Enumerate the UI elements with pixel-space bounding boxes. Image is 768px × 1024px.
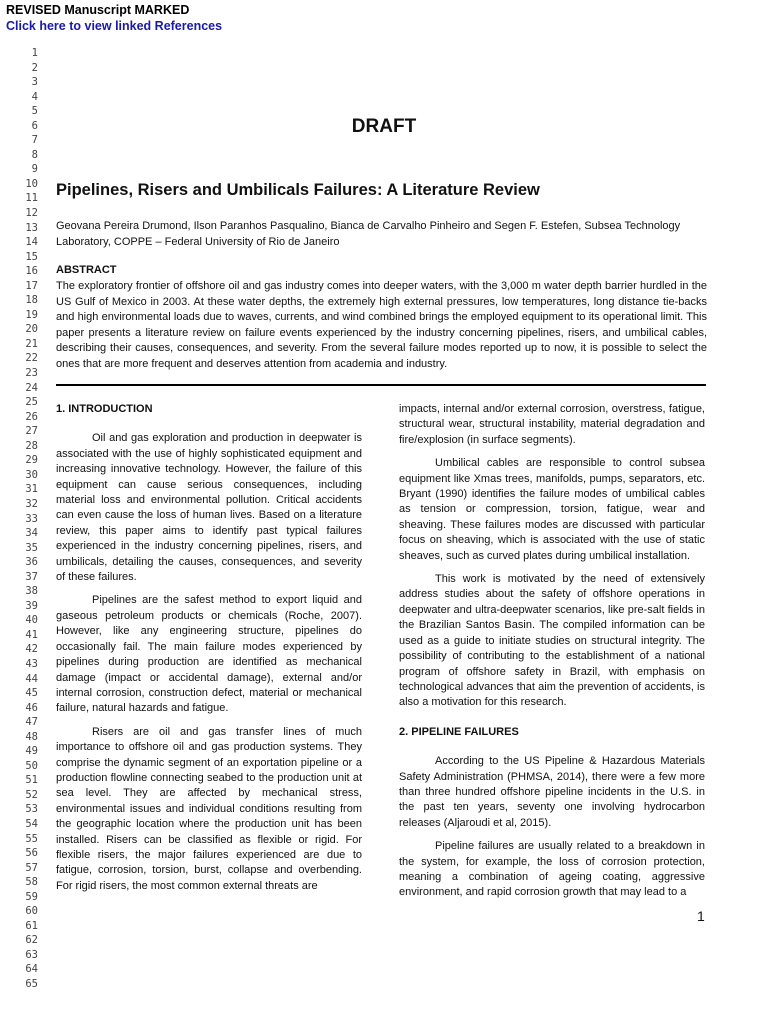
body-paragraph: Pipeline failures are usually related to a breakdown in the system, for example, the loss of corrosion protection, meaning a combination of ageing coating, aggressive environment, and rapid corrosion growth that may lead to a [399, 840, 705, 899]
line-number: 59 [25, 890, 38, 903]
line-number: 15 [25, 250, 38, 263]
line-number: 11 [25, 192, 38, 205]
line-number: 20 [25, 323, 38, 336]
line-number: 9 [31, 163, 38, 176]
right-column [399, 402, 705, 909]
line-number: 49 [25, 745, 38, 758]
line-number: 55 [25, 832, 38, 845]
line-number: 26 [25, 410, 38, 423]
abstract-heading: ABSTRACT [56, 264, 117, 276]
line-number: 33 [25, 512, 38, 525]
line-number: 28 [25, 439, 38, 452]
body-paragraph: Umbilical cables are responsible to control subsea equipment like Xmas trees, manifolds, pumps, separators, etc. Bryant (1990) identifies the failure modes of umbilical cables as tension or compression, torsion, fatigue, wear and sheaving. These failures modes are discussed with particular focus on sheaving, which is associated with the use of static sheaves, such as curved plates during umbilical installation. [399, 457, 705, 562]
line-numbers [0, 46, 38, 992]
line-number: 63 [25, 948, 38, 961]
line-number: 23 [25, 367, 38, 380]
revised-manuscript-label: REVISED Manuscript MARKED [6, 3, 190, 17]
line-number: 44 [25, 672, 38, 685]
line-number: 8 [31, 148, 38, 161]
line-number: 48 [25, 730, 38, 743]
line-number: 43 [25, 657, 38, 670]
line-number: 40 [25, 614, 38, 627]
body-paragraph: According to the US Pipeline & Hazardous Materials Safety Administration (PHMSA, 2014), there were a few more than three hundred offshore pipeline incidents in the U.S. in the past ten years, seventy one involving hydrocarbon releases (Aljaroudi et al, 2015). [399, 755, 705, 829]
linked-references-link[interactable]: Click here to view linked References [6, 19, 223, 33]
introduction-heading: 1. INTRODUCTION [56, 403, 153, 415]
left-column [56, 402, 362, 902]
line-number: 56 [25, 847, 38, 860]
line-number: 25 [25, 396, 38, 409]
draft-watermark-heading: DRAFT [351, 116, 417, 137]
line-number: 58 [25, 876, 38, 889]
line-number: 6 [31, 119, 38, 132]
line-number: 60 [25, 905, 38, 918]
line-number: 54 [25, 817, 38, 830]
line-number: 46 [25, 701, 38, 714]
line-number: 57 [25, 861, 38, 874]
line-number: 35 [25, 541, 38, 554]
body-paragraph: Oil and gas exploration and production in deepwater is associated with the use of highly sophisticated equipment and increasing innovative technology. However, the failure of this equipment can cause serious consequences, including material loss and environmental pollution. Critical accidents can even cause the loss of human lives. Based on a literature review, this paper aims to identify past typical failures experienced in the industry concerning pipelines, risers, and umbilicals, detailing the causes, consequences, and severity of these failures. [56, 432, 362, 584]
line-number: 65 [25, 978, 38, 990]
line-number: 32 [25, 497, 38, 510]
author-list: Geovana Pereira Drumond, Ilson Paranhos Pasqualino, Bianca de Carvalho Pinheiro and Segen F. Estefen, Subsea Technology Laboratory, COPPE – Federal University of Rio de Janeiro [56, 220, 681, 248]
line-number: 18 [25, 294, 38, 307]
line-number: 16 [25, 265, 38, 278]
abstract-text: The exploratory frontier of offshore oil and gas industry comes into deeper waters, with the 3,000 m water depth barrier hurdled in the US Gulf of Mexico in 2003. At these water depths, the extremely high external pressures, low temperatures, long distance tie-backs and high environmental loads due to waves, currents, and wind combined brings the employed equipment to its operational limit. This paper presents a literature review on failure events experienced by the industry concerning pipelines, risers, and umbilical cables, describing their causes, consequences, and severity. From the several failure modes reported up to now, it is possible to select the ones that are more frequent and deserves attention from academia and industry. [56, 280, 707, 370]
body-paragraph: Pipelines are the safest method to export liquid and gaseous petroleum products or chemicals (Roche, 2007). However, like any engineering structure, pipelines do occasionally fail. The main failure modes experienced by pipelines during production are identified as mechanical damage (impact or accidental damage), external and/or internal corrosion, construction defect, material or mechanical failure, natural hazards and fatigue. [56, 594, 362, 715]
line-number: 29 [25, 454, 38, 467]
line-number: 34 [25, 527, 38, 540]
line-number: 10 [25, 177, 38, 190]
line-number: 39 [25, 599, 38, 612]
line-number: 47 [25, 716, 38, 729]
line-number: 30 [25, 468, 38, 481]
line-number: 12 [25, 207, 38, 220]
line-number: 37 [25, 570, 38, 583]
line-number: 17 [25, 279, 38, 292]
line-number: 50 [25, 759, 38, 772]
line-number: 7 [31, 134, 38, 147]
body-paragraph: impacts, internal and/or external corrosion, overstress, fatigue, structural wear, structural instability, material degradation and fire/explosion (in surface segments). [399, 403, 705, 446]
body-paragraph: This work is motivated by the need of extensively address studies about the safety of offshore operations in deepwater and ultra-deepwater scenarios, like pre-salt fields in the Brazilian Santos Basin. The compiled information can be used as a guide to initiate studies on structural integrity. The possibility of contributing to the establishment of a national program of offshore safety in Brazil, with emphasis on technological advances that aim the prevention of accidents, is also a motivation for this research. [399, 573, 705, 709]
line-number: 22 [25, 352, 38, 365]
line-number: 21 [25, 337, 38, 350]
line-number: 3 [31, 76, 38, 89]
line-number: 52 [25, 788, 38, 801]
page-number: 1 [697, 908, 705, 924]
line-number: 31 [25, 483, 38, 496]
line-number: 36 [25, 556, 38, 569]
pipeline-failures-heading: 2. PIPELINE FAILURES [399, 725, 519, 738]
line-number: 19 [25, 308, 38, 321]
line-number: 45 [25, 687, 38, 700]
line-number: 24 [25, 381, 38, 394]
line-number: 1 [31, 47, 38, 59]
line-number: 4 [31, 90, 38, 103]
line-number: 2 [31, 61, 38, 74]
line-number: 62 [25, 934, 38, 947]
line-number: 13 [25, 221, 38, 234]
line-number: 53 [25, 803, 38, 816]
line-number: 42 [25, 643, 38, 656]
line-number: 38 [25, 585, 38, 598]
line-number: 41 [25, 628, 38, 641]
line-number: 5 [31, 105, 38, 118]
line-number: 27 [25, 425, 38, 438]
line-number: 64 [25, 963, 38, 976]
line-number: 14 [25, 236, 38, 249]
section-divider [56, 384, 706, 386]
line-number: 51 [25, 774, 38, 787]
paper-title: Pipelines, Risers and Umbilicals Failures: A Literature Review [56, 181, 540, 199]
line-number: 61 [25, 919, 38, 932]
body-paragraph: Risers are oil and gas transfer lines of much importance to offshore oil and gas production systems. They comprise the dynamic segment of an exportation pipeline or a production flowline connecting seabed to the production unit at sea level. They are affected by mechanical stress, environmental issues and individual conditions resulting from the geographic location where the production unit has been installed. Risers can be classified as flexible or rigid. For flexible risers, the major failures experienced are due to fatigue, corrosion, torsion, burst, collapse and overbending. For rigid risers, the most common external threats are [56, 725, 362, 892]
